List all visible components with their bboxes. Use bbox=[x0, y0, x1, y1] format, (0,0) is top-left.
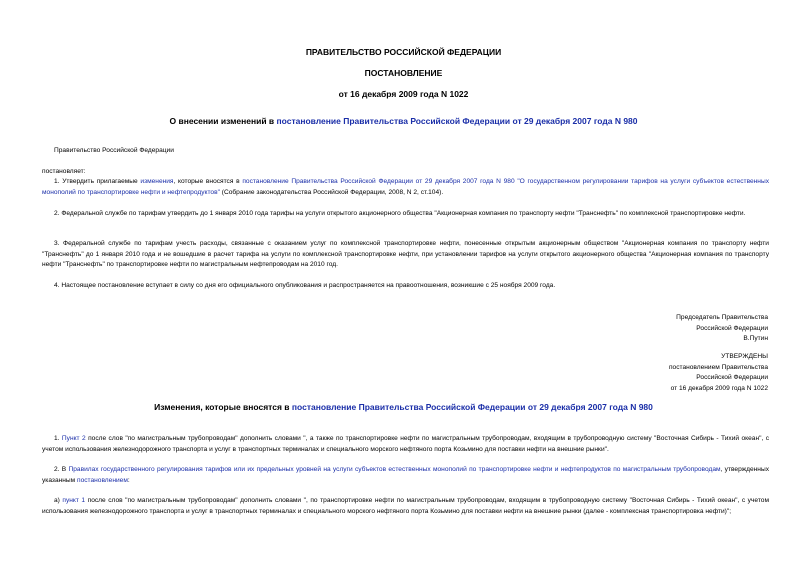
changes-title bbox=[0, 402, 807, 413]
signature-country: Российской Федерации bbox=[696, 324, 768, 332]
paragraph-2: 2. Федеральной службе по тарифам утвердить до 1 января 2010 года тарифы на услуги открытого акционерного общества "Акционерная компания по транспорту нефти "Транснефть" по комплексной транспортировке нефти. bbox=[54, 210, 746, 217]
rules-link[interactable]: Правилах государственного регулирования тарифов или их предельных уровней на услуги субъектов естественных монополий по транспортировке нефти и нефтепродуктов по магистральным трубопроводам bbox=[68, 466, 721, 473]
paragraph-4: 4. Настоящее постановление вступает в силу со дня его официального опубликования и распространяется на правоотношения, возникшие с 25 ноября 2009 года. bbox=[54, 282, 556, 289]
change-2: 2. В Правилах государственного регулирования тарифов или их предельных уровней на услуги субъектов естественных монополий по транспортировке нефти и нефтепродуктов по магистральным трубопроводам, утвержденных указанным постановлением: bbox=[42, 466, 769, 484]
approval-country: Российской Федерации bbox=[696, 374, 768, 381]
signature-block bbox=[676, 313, 768, 345]
signature-name: В.Путин bbox=[743, 335, 768, 342]
approval-block bbox=[669, 352, 768, 394]
title-prefix: О внесении изменений в bbox=[169, 116, 277, 126]
signature-title: Председатель Правительства bbox=[676, 314, 768, 321]
resolution-link[interactable]: постановлением bbox=[77, 476, 128, 484]
title-link[interactable]: постановление Правительства Российской Федерации от 29 декабря 2007 года N 980 bbox=[276, 116, 638, 126]
paragraph-3: 3. Федеральной службе по тарифам учесть расходы, связанные с оказанием услуг по комплексной транспортировке нефти, понесенные открытым акционерным обществом "Акционерная компания по транспорту нефти "Транснефть" до 1 января 2010 года и не вошедшие в расчет тарифа на услуги по комплексной транспортировке нефти, при установлении тарифов на услуги открытого акционерного общества "Акционерная компания по транспорту нефти "Транснефть" по транспортировке нефти по магистральным нефтепроводам на 2010 год. bbox=[42, 240, 769, 268]
changes-link[interactable]: изменения bbox=[140, 178, 174, 185]
date-heading: от 16 декабря 2009 года N 1022 bbox=[338, 89, 469, 99]
clause-1-link[interactable]: пункт 1 bbox=[62, 497, 86, 504]
changes-title-prefix: Изменения, которые вносятся в bbox=[154, 402, 292, 412]
decree-980-link[interactable]: постановление Правительства Российской Федерации от 29 декабря 2007 года N 980 "О государственном регулировании тарифов на услуги субъектов естественных монополий по транспортировке нефти и нефтепродуктов" bbox=[42, 178, 769, 196]
paragraph-1: 1. Утвердить прилагаемые изменения, которые вносятся в постановление Правительства Российской Федерации от 29 декабря 2007 года N 980 "О государственном регулировании тарифов на услуги субъектов естественных монополий по транспортировке нефти и нефтепродуктов" (Собрание законодательства Российской Федерации, 2008, N 2, ст.104). bbox=[42, 178, 769, 196]
document-title bbox=[0, 116, 807, 127]
doc-type-heading: ПОСТАНОВЛЕНИЕ bbox=[364, 68, 443, 78]
intro-text: Правительство Российской Федерации bbox=[54, 147, 174, 154]
approval-title: УТВЕРЖДЕНЫ bbox=[721, 353, 768, 360]
clause-2-link[interactable]: Пункт 2 bbox=[61, 435, 86, 442]
government-heading: ПРАВИТЕЛЬСТВО РОССИЙСКОЙ ФЕДЕРАЦИИ bbox=[305, 47, 502, 57]
change-2a: а) пункт 1 после слов "по магистральным трубопроводам" дополнить словами ", по транспортировке нефти по магистральным трубопроводам, входящим в трубопроводную систему "Восточная Сибирь - Тихий океан", с учетом использования железнодорожного транспорта и услуг в транспортных терминалах и специального морского нефтяного порта Козьмино для поставки нефти на внешние рынки (далее - комплексная транспортировка нефти)"; bbox=[42, 497, 769, 515]
changes-title-link[interactable]: постановление Правительства Российской Федерации от 29 декабря 2007 года N 980 bbox=[291, 402, 653, 412]
approval-date: от 16 декабря 2009 года N 1022 bbox=[670, 384, 768, 392]
approval-by: постановлением Правительства bbox=[668, 363, 768, 371]
change-1: 1. Пункт 2 после слов "по магистральным трубопроводам" дополнить словами ", а также по транспортировке нефти по магистральным трубопроводам, входящим в трубопроводную систему "Восточная Сибирь - Тихий океан", с учетом использования железнодорожного транспорта и услуг в транспортных терминалах и специального морского нефтяного порта Козьмино для поставки нефти на внешние рынки". bbox=[42, 435, 769, 453]
decides-text: постановляет: bbox=[42, 168, 86, 175]
